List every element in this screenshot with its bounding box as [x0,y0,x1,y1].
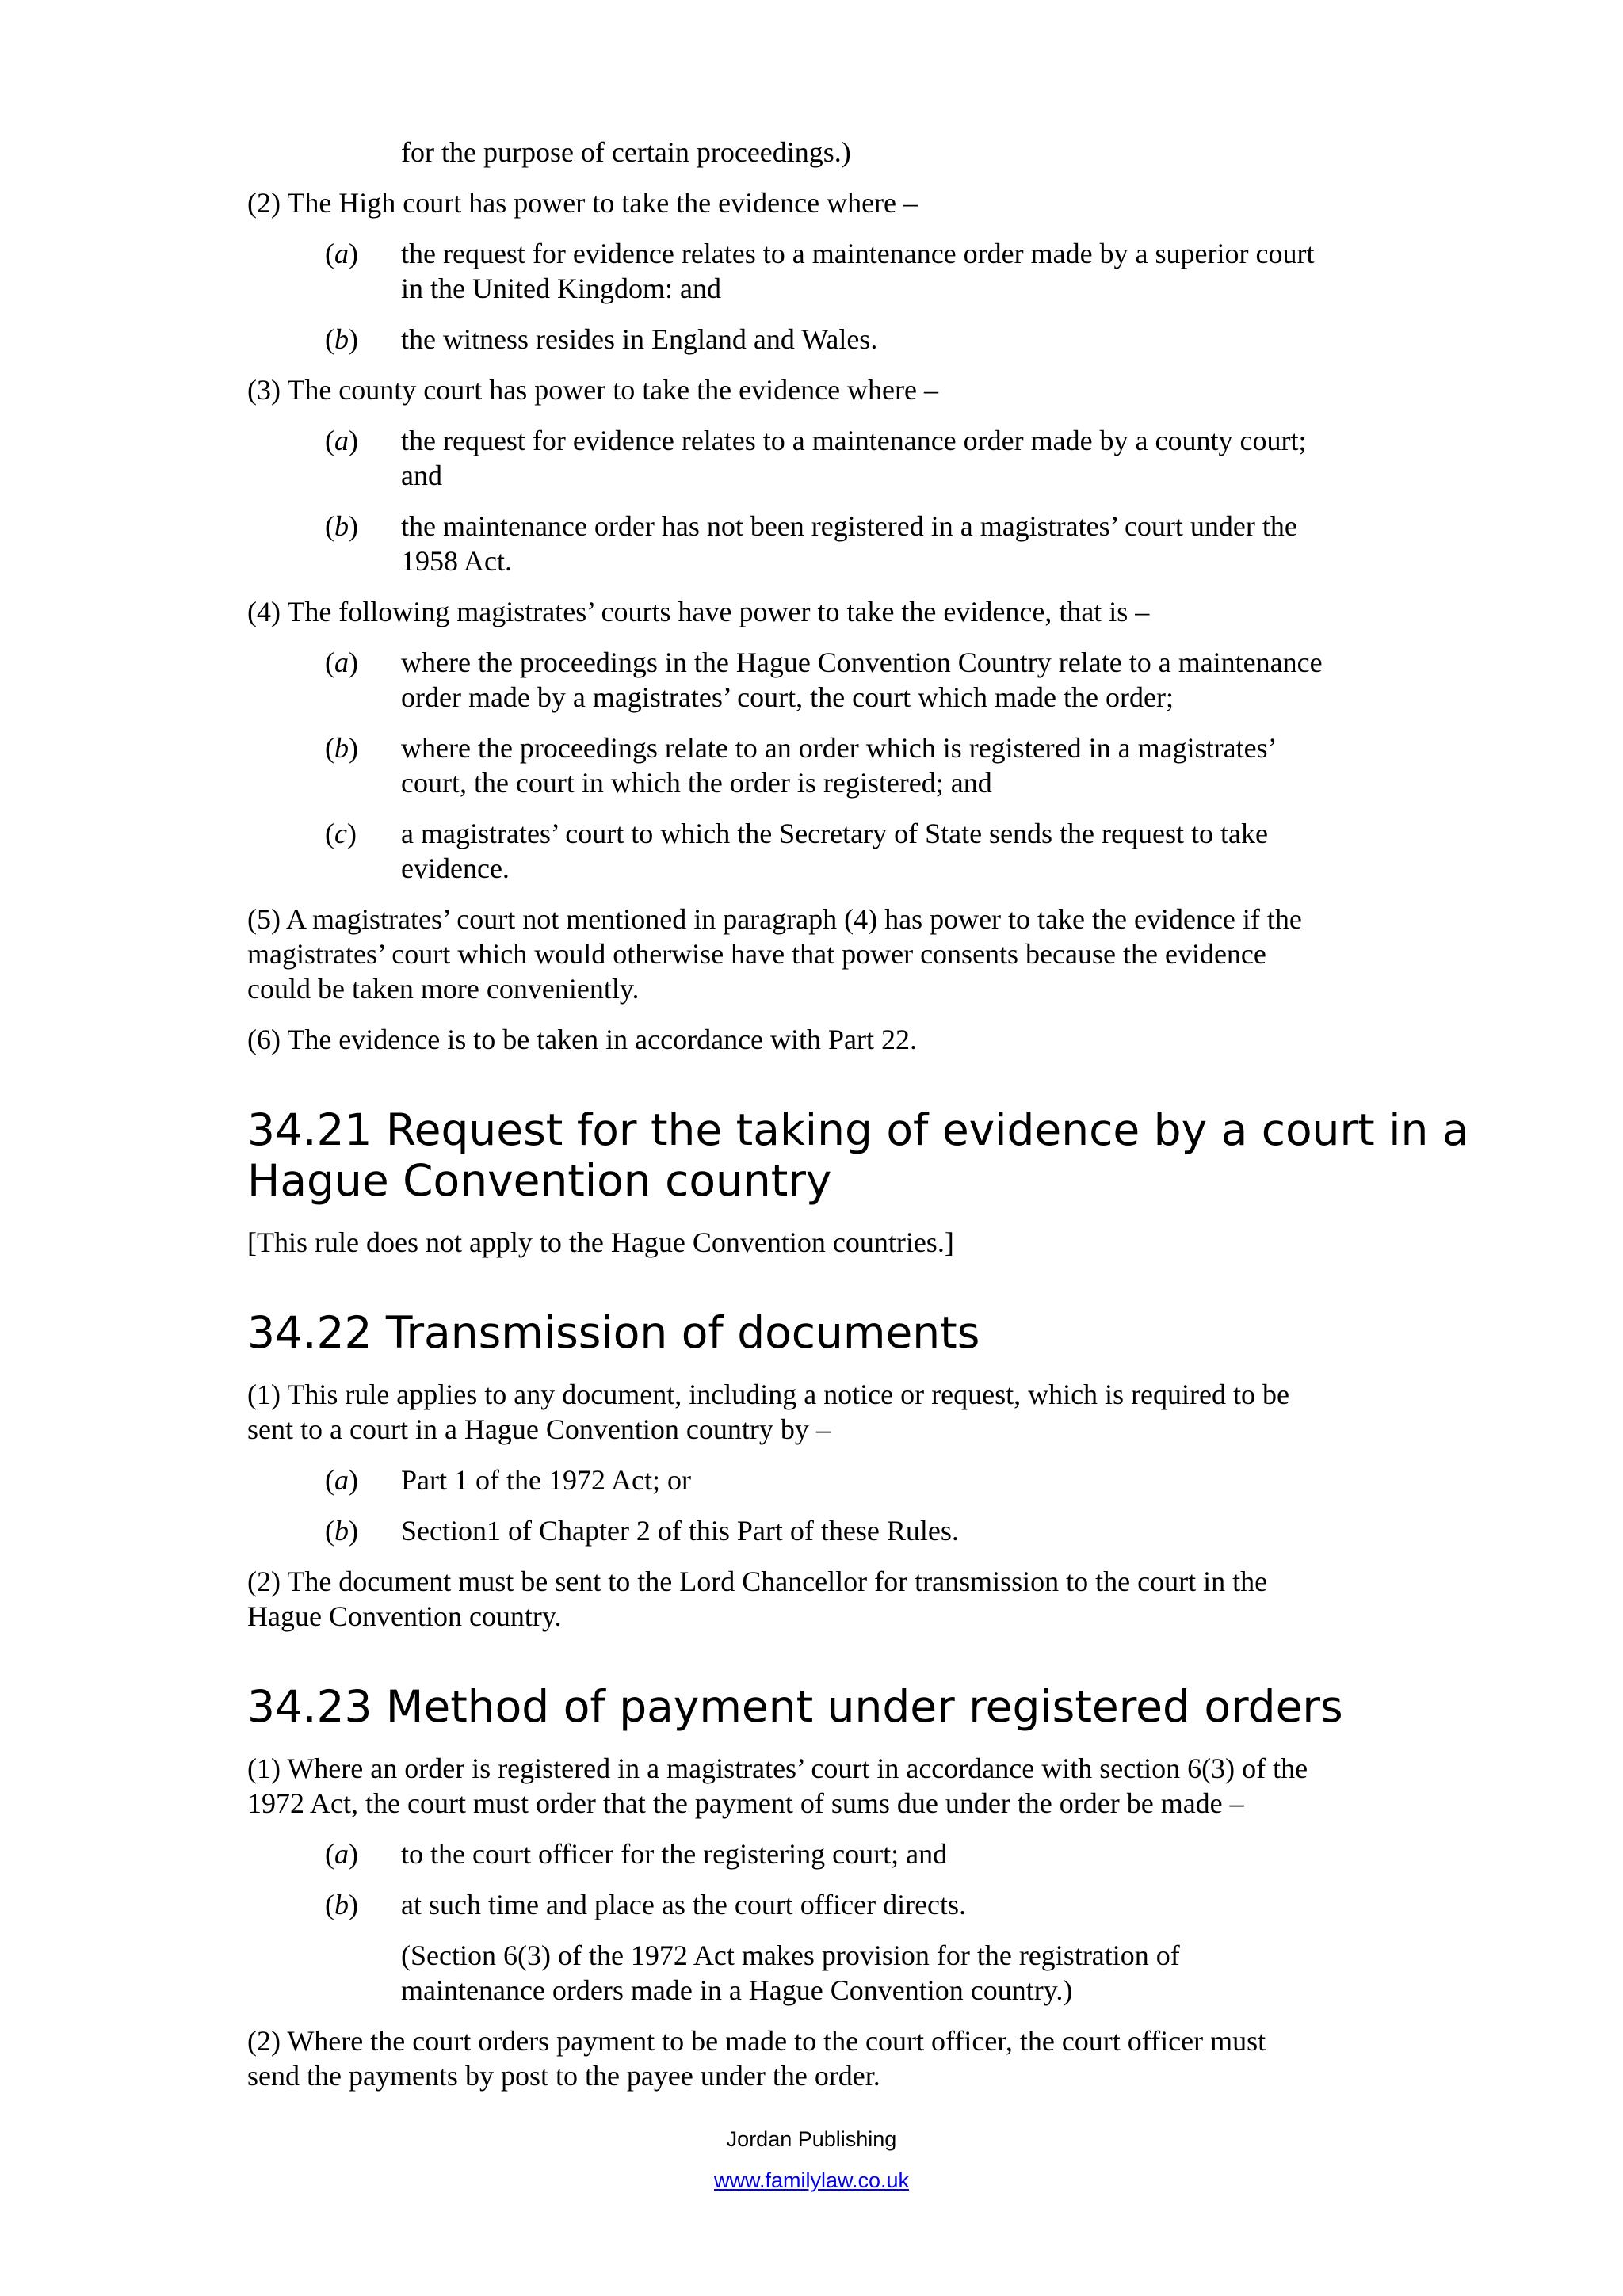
footer-publisher: Jordan Publishing [726,2127,897,2151]
para-4a-line-1: where the proceedings in the Hague Convention Country relate to a maintenance [401,646,1323,678]
item-label-34-23-a: (a) [325,1838,358,1870]
item-label-34-22-a: (a) [325,1464,358,1496]
para-5-line-2: magistrates’ court which would otherwise have that power consents because the evidence [247,938,1266,970]
rule-34-22-para-1-line-1: (1) This rule applies to any document, including a notice or request, which is required to be [247,1379,1289,1410]
rule-34-22-para-2-line-2: Hague Convention country. [247,1600,562,1632]
continuation-line: for the purpose of certain proceedings.) [401,136,851,168]
para-3-intro: (3) The county court has power to take the evidence where – [247,374,938,406]
heading-34-21-line-2: Hague Convention country [247,1155,832,1206]
heading-34-21-line-1: 34.21 Request for the taking of evidence by a court in a [247,1104,1469,1155]
rule-34-22-item-a: Part 1 of the 1972 Act; or [401,1464,691,1496]
para-6: (6) The evidence is to be taken in accordance with Part 22. [247,1024,918,1055]
para-3b-line-1: the maintenance order has not been registered in a magistrates’ court under the [401,510,1297,542]
item-label-34-23-b: (b) [325,1889,358,1920]
item-label-4a: (a) [325,646,358,678]
para-3a-line-1: the request for evidence relates to a maintenance order made by a county court; [401,425,1307,456]
para-4a-line-2: order made by a magistrates’ court, the court which made the order; [401,681,1174,713]
item-label-4b: (b) [325,732,358,764]
rule-34-23-para-1-line-1: (1) Where an order is registered in a magistrates’ court in accordance with section 6(3) of the [247,1753,1308,1784]
item-label-2b: (b) [325,323,358,355]
rule-34-23-note-line-2: maintenance orders made in a Hague Convention country.) [401,1974,1073,2006]
rule-34-23-note-line-1: (Section 6(3) of the 1972 Act makes provision for the registration of [401,1939,1180,1971]
item-label-3a: (a) [325,425,358,456]
para-3a-line-2: and [401,460,442,491]
para-4b-line-2: court, the court in which the order is registered; and [401,767,992,799]
rule-34-23-para-2-line-1: (2) Where the court orders payment to be made to the court officer, the court officer must [247,2025,1266,2057]
para-4-intro: (4) The following magistrates’ courts have power to take the evidence, that is – [247,596,1150,627]
rule-34-21-body: [This rule does not apply to the Hague Convention countries.] [247,1226,954,1258]
para-2a-line-1: the request for evidence relates to a maintenance order made by a superior court [401,238,1315,269]
item-label-2a: (a) [325,238,358,269]
rule-34-22-item-b: Section1 of Chapter 2 of this Part of these Rules. [401,1515,959,1547]
para-4b-line-1: where the proceedings relate to an order which is registered in a magistrates’ [401,732,1277,764]
para-2-intro: (2) The High court has power to take the evidence where – [247,187,918,219]
para-4c-line-1: a magistrates’ court to which the Secretary of State sends the request to take [401,818,1268,849]
item-label-4c: (c) [325,818,357,849]
rule-34-23-item-a: to the court officer for the registering court; and [401,1838,948,1870]
rule-34-22-para-2-line-1: (2) The document must be sent to the Lord Chancellor for transmission to the court in the [247,1566,1268,1597]
rule-34-23-para-1-line-2: 1972 Act, the court must order that the payment of sums due under the order be made – [247,1787,1244,1819]
rule-34-23-para-2-line-2: send the payments by post to the payee under the order. [247,2060,880,2092]
item-label-3b: (b) [325,510,358,542]
item-label-34-22-b: (b) [325,1515,358,1547]
footer-website-link[interactable]: www.familylaw.co.uk [713,2168,910,2192]
para-5-line-3: could be taken more conveniently. [247,973,640,1005]
heading-34-22: 34.22 Transmission of documents [247,1307,980,1358]
para-2b-line-1: the witness resides in England and Wales. [401,323,878,355]
rule-34-22-para-1-line-2: sent to a court in a Hague Convention country by – [247,1413,831,1445]
footer-website-container [0,2168,1623,2193]
para-5-line-1: (5) A magistrates’ court not mentioned in paragraph (4) has power to take the evidence if the [247,903,1302,935]
rule-34-23-item-b: at such time and place as the court officer directs. [401,1889,967,1920]
para-2a-line-2: in the United Kingdom: and [401,273,721,304]
para-3b-line-2: 1958 Act. [401,545,512,577]
heading-34-23: 34.23 Method of payment under registered orders [247,1681,1343,1732]
para-4c-line-2: evidence. [401,852,510,884]
